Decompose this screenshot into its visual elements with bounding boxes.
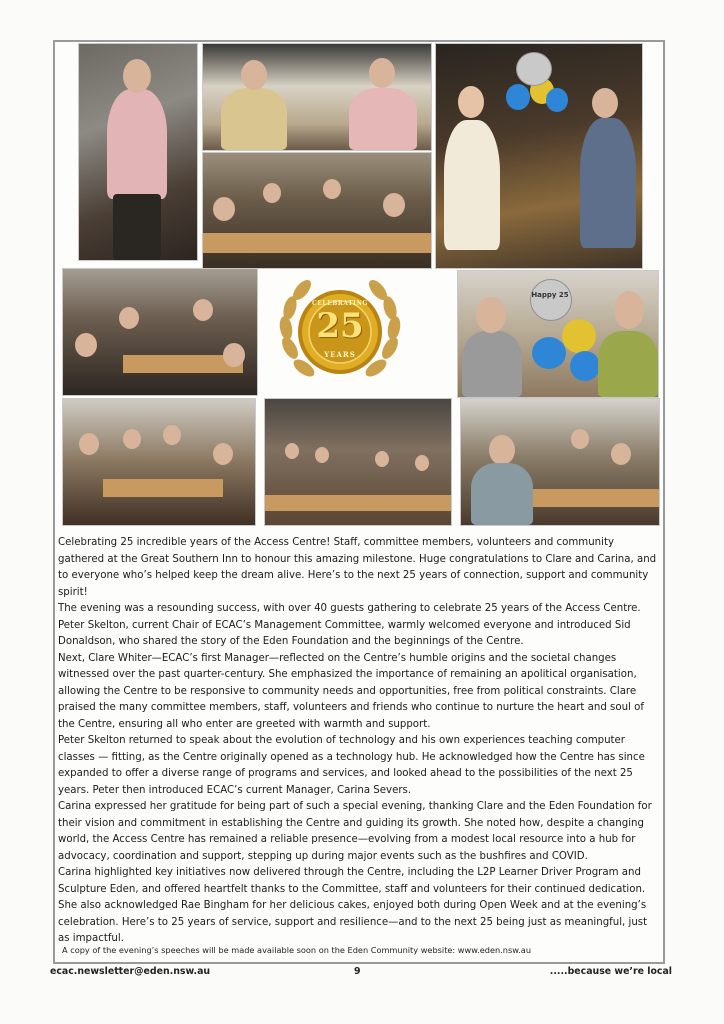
guests-at-tables-photo — [202, 152, 432, 269]
article-paragraph: Carina highlighted key initiatives now delivered through the Centre, including the L2P Learner Driver Program and Sculpture Eden, and offered heartfelt thanks to the Committee, staff and volunteers for their continued dedication. — [58, 867, 646, 895]
room-overview-photo — [264, 398, 452, 526]
two-men-presenting-photo — [202, 43, 432, 151]
badge-bottom-text: YEARS — [324, 350, 356, 359]
footer-tagline: .....because we’re local — [549, 966, 672, 977]
women-with-balloons-photo — [435, 43, 643, 269]
speeches-note: A copy of the evening’s speeches will be made available soon on the Eden Community website: www.eden.nsw.au — [62, 945, 532, 955]
badge-number: 25 — [316, 306, 364, 346]
article-paragraph: Next, Clare Whiter—ECAC’s first Manager—reflected on the Centre’s humble origins and the societal changes witnessed over the past quarter-century. She emphasized the importance of remaining an apolitical organisation, allowing the Centre to be responsive to community needs and opportunities, free from political constraints. Clare praised the many committee members, staff, volunteers and friends who continue to nurture the heart and soul of the Centre, ensuring all who enter are greeted with warmth and support. — [58, 652, 644, 730]
balloon-text: Happy 25 — [531, 291, 569, 299]
women-with-25-balloon-photo — [457, 270, 659, 398]
badge-top-text: CELEBRATING — [312, 300, 368, 307]
guests-dining-left-photo — [62, 268, 258, 396]
article-body — [58, 535, 660, 948]
celebrating-25-years-badge — [272, 270, 408, 394]
article-paragraph: Carina expressed her gratitude for being part of such a special evening, thanking Clare and the Eden Foundation for their vision and commitment in establishing the Centre and guiding its growth. She noted how, despite a changing world, the Access Centre has remained a reliable presence—evolving from a modest local resource into a hub for advocacy, coordination and support, stepping up during major events such as the bushfires and COVID. — [58, 801, 652, 862]
page-number: 9 — [354, 966, 361, 977]
article-paragraph: Peter Skelton returned to speak about the evolution of technology and his own experiences teaching computer classes — fitting, as the Centre originally opened as a technology hub. He acknowledged how the Centre has since expanded to offer a diverse range of programs and services, and looked ahead to the possibilities of the next 25 years. Peter then introduced ECAC’s current Manager, Carina Severs. — [58, 735, 645, 796]
man-speaking-photo — [78, 43, 198, 261]
seated-guests-photo — [460, 398, 660, 526]
article-paragraph: The evening was a resounding success, with over 40 guests gathering to celebrate 25 years of the Access Centre. Peter Skelton, current Chair of ECAC’s Management Committee, warmly welcomed everyone and introduced Sid Donaldson, who shared the story of the Eden Foundation and the beginnings of the Centre. — [58, 603, 641, 647]
article-paragraph: She also acknowledged Rae Bingham for her delicious cakes, enjoyed both during Open Week and at the evening’s celebration. Here’s to 25 years of service, support and resilience—and to the next 25 being just as meaningful, just as impactful. — [58, 900, 648, 944]
footer-email: ecac.newsletter@eden.nsw.au — [50, 966, 211, 977]
article-paragraph: Celebrating 25 incredible years of the Access Centre! Staff, committee members, volunteers and community gathered at the Great Southern Inn to honour this amazing milestone. Huge congratulations to Clare and Carina, and to everyone who’s helped keep the dream alive. Here’s to the next 25 years of connection, support and community spirit! — [58, 537, 657, 598]
table-group-photo — [62, 398, 256, 526]
